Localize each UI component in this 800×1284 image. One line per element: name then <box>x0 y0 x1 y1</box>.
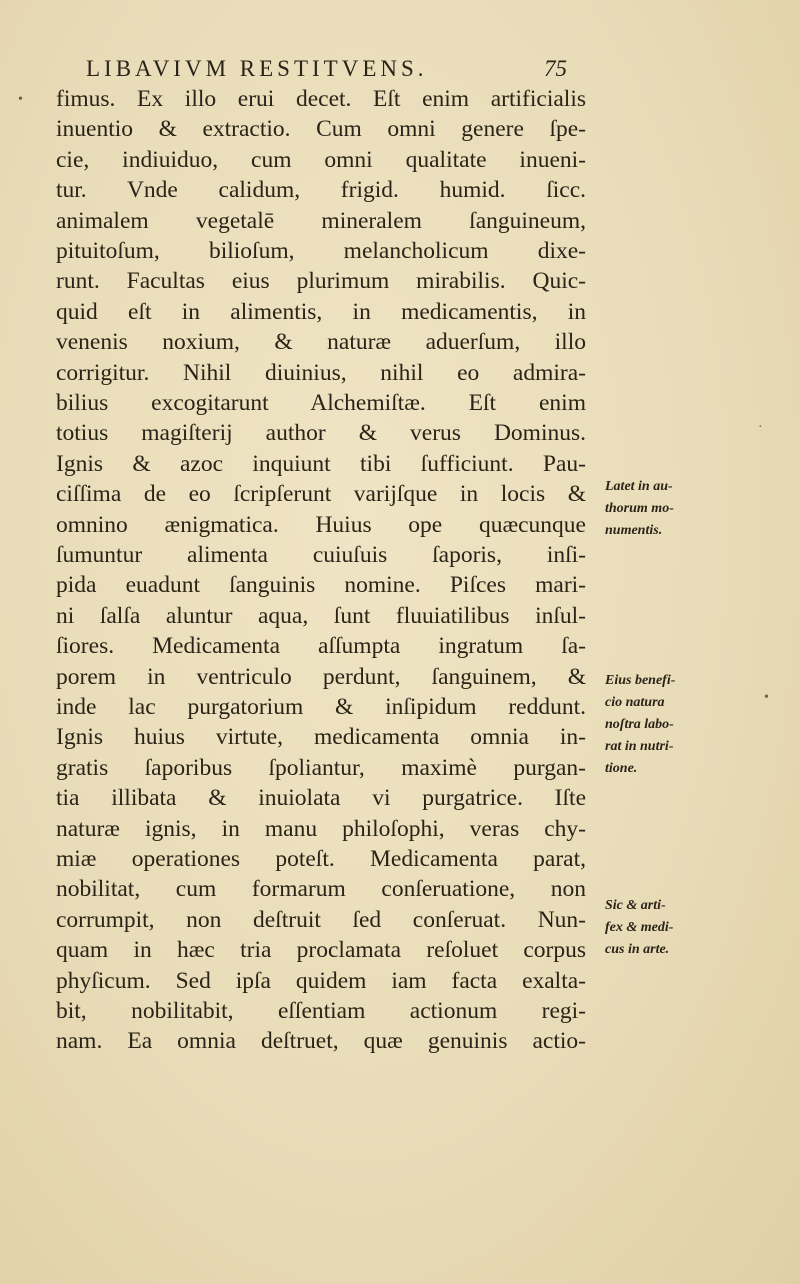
text-line: fimus. Ex illo erui decet. Eſt enim artificialis <box>56 86 586 112</box>
text-line: Ignis & azoc inquiunt tibi ſufficiunt. Pau- <box>56 450 586 477</box>
text-line: miæ operationes poteſt. Medicamenta parat, <box>56 846 586 872</box>
text-line: nam. Ea omnia deſtruet, quæ genuinis actio- <box>56 1028 586 1055</box>
running-header <box>86 56 606 82</box>
margin-note-line: rat in nutri- <box>605 739 674 754</box>
text-line: runt. Facultas eius plurimum mirabilis. Quic- <box>56 268 586 295</box>
header-title: LIBAVIVM RESTITVENS. <box>86 56 428 81</box>
text-line: omnino ænigmatica. Huius ope quæcunque <box>56 511 586 538</box>
paper-speck: · <box>758 420 763 435</box>
text-line: inuentio & extractio. Cum omni genere ſpe- <box>56 116 586 143</box>
margin-note-line: cio natura <box>605 695 665 710</box>
text-line: bit, nobilitabit, eſſentiam actionum regi- <box>56 998 586 1024</box>
margin-note-line: noſtra labo- <box>605 717 674 732</box>
text-line: venenis noxium, & naturæ aduerſum, illo <box>56 329 586 356</box>
text-line: ſiores. Medicamenta aſſumpta ingratum ſa- <box>56 633 586 660</box>
margin-note-line: Latet in au- <box>605 479 673 494</box>
text-line: animalem vegetalē mineralem ſanguineum, <box>56 207 586 234</box>
margin-note-line: Sic & arti- <box>605 898 666 913</box>
text-line: Ignis huius virtute, medicamenta omnia in- <box>56 724 586 751</box>
text-line: cie, indiuiduo, cum omni qualitate inueni- <box>56 146 586 173</box>
text-line: totius magiſterij author & verus Dominus. <box>56 420 586 447</box>
margin-note-line: fex & medi- <box>605 920 674 935</box>
text-line: corrumpit, non deſtruit ſed conſeruat. Nun- <box>56 906 586 933</box>
margin-note-line: cus in arte. <box>605 942 670 957</box>
margin-note-line: numentis. <box>605 523 663 538</box>
text-line: ſumuntur alimenta cuiuſuis ſaporis, inſi- <box>56 542 586 568</box>
text-line: naturæ ignis, in manu philoſophi, veras chy- <box>56 815 586 842</box>
text-line: pituitoſum, bilioſum, melancholicum dixe- <box>56 238 586 264</box>
text-line: ni ſalſa aluntur aqua, ſunt fluuiatilibus inſul- <box>56 602 586 629</box>
paper-speck: • <box>764 690 769 705</box>
text-line: nobilitat, cum formarum conſeruatione, non <box>56 876 586 903</box>
text-line: ciſſima de eo ſcripſerunt varijſque in locis & <box>56 481 586 508</box>
text-line: tur. Vnde calidum, frigid. humid. ſicc. <box>56 177 586 204</box>
margin-note <box>605 895 725 961</box>
margin-note-line: thorum mo- <box>605 501 674 516</box>
text-line: phyſicum. Sed ipſa quidem iam facta exalta- <box>56 967 586 994</box>
margin-note <box>605 476 725 542</box>
text-line: porem in ventriculo perdunt, ſanguinem, & <box>56 663 586 690</box>
text-line: quam in hæc tria proclamata reſoluet corpus <box>56 937 586 964</box>
text-line: inde lac purgatorium & inſipidum reddunt. <box>56 694 586 720</box>
margin-note <box>605 670 725 780</box>
page-number: 75 <box>544 56 567 81</box>
paper-speck: • <box>18 92 23 107</box>
margin-note-line: tione. <box>605 761 638 776</box>
margin-note-line: Eius benefi- <box>605 673 676 688</box>
text-line: quid eſt in alimentis, in medicamentis, in <box>56 298 586 325</box>
text-line: corrigitur. Nihil diuinius, nihil eo admira- <box>56 359 586 386</box>
text-line: pida euadunt ſanguinis nomine. Piſces mari- <box>56 572 586 599</box>
text-line: bilius excogitarunt Alchemiſtæ. Eſt enim <box>56 390 586 416</box>
text-line: gratis ſaporibus ſpoliantur, maximè purgan- <box>56 754 586 781</box>
text-line: tia illibata & inuiolata vi purgatrice. Iſte <box>56 785 586 812</box>
